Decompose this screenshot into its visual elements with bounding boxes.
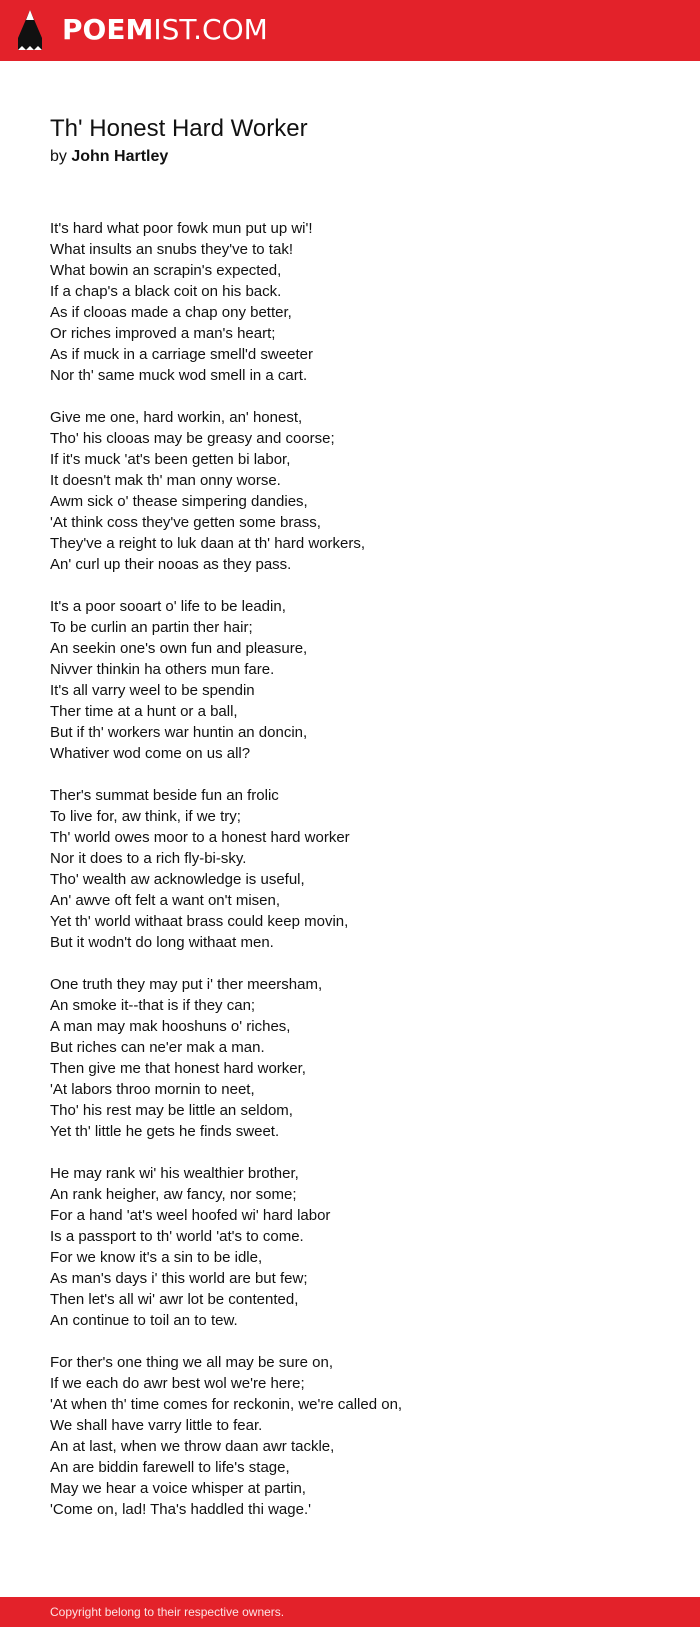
poem-line: An are biddin farewell to life's stage,: [50, 1459, 290, 1476]
byline: [50, 148, 168, 166]
poem-line: An' curl up their nooas as they pass.: [50, 556, 292, 573]
poem-line: But it wodn't do long withaat men.: [50, 934, 274, 951]
poem-line: He may rank wi' his wealthier brother,: [50, 1165, 299, 1182]
poem-line: But if th' workers war huntin an doncin,: [50, 724, 308, 741]
poem-line: We shall have varry little to fear.: [50, 1417, 263, 1434]
site-footer: [0, 1597, 700, 1627]
poem-line: Then let's all wi' awr lot be contented,: [50, 1291, 299, 1308]
poem-line: As if muck in a carriage smell'd sweeter: [50, 346, 313, 363]
poem-line: It's hard what poor fowk mun put up wi'!: [50, 220, 313, 237]
poem-line: Then give me that honest hard worker,: [50, 1060, 306, 1077]
poem-line: May we hear a voice whisper at partin,: [50, 1480, 306, 1497]
poem-line: It's a poor sooart o' life to be leadin,: [50, 598, 286, 615]
poem-line: For ther's one thing we all may be sure on,: [50, 1354, 334, 1371]
logo-text-bold: POEM: [62, 13, 154, 46]
byline-prefix: by: [50, 148, 67, 165]
poem-line: It doesn't mak th' man onny worse.: [50, 472, 281, 489]
poem-line: Is a passport to th' world 'at's to come.: [50, 1228, 304, 1245]
stanza: [50, 1163, 650, 1331]
poem-line: 'Come on, lad! Tha's haddled thi wage.': [50, 1501, 311, 1518]
stanza: [50, 974, 650, 1142]
poem-line: An seekin one's own fun and pleasure,: [50, 640, 308, 657]
poem-line: An rank heigher, aw fancy, nor some;: [50, 1186, 297, 1203]
poem-line: Tho' his rest may be little an seldom,: [50, 1102, 293, 1119]
poem-line: What insults an snubs they've to tak!: [50, 241, 293, 258]
poem-line: An at last, when we throw daan awr tackle,: [50, 1438, 335, 1455]
site-header: [0, 0, 700, 61]
poem-line: 'At labors throo mornin to neet,: [50, 1081, 255, 1098]
poem-line: Nivver thinkin ha others mun fare.: [50, 661, 275, 678]
copyright-text: Copyright belong to their respective owners.: [50, 1605, 285, 1619]
poem-line: Tho' his clooas may be greasy and coorse;: [50, 430, 335, 447]
poem-line: If we each do awr best wol we're here;: [50, 1375, 305, 1392]
poem-line: An' awve oft felt a want on't misen,: [50, 892, 281, 909]
poem-line: Yet th' world withaat brass could keep movin,: [50, 913, 349, 930]
poem-line: Give me one, hard workin, an' honest,: [50, 409, 303, 426]
poem-line: An continue to toil an to tew.: [50, 1312, 238, 1329]
poem-body: [50, 218, 650, 1541]
poem-line: They've a reight to luk daan at th' hard workers,: [50, 535, 366, 552]
poem-title: Th' Honest Hard Worker: [50, 115, 308, 142]
poem-line: For we know it's a sin to be idle,: [50, 1249, 263, 1266]
poem-line: But riches can ne'er mak a man.: [50, 1039, 265, 1056]
poem-line: As man's days i' this world are but few;: [50, 1270, 308, 1287]
poem-line: Whativer wod come on us all?: [50, 745, 251, 762]
poem-line: It's all varry weel to be spendin: [50, 682, 255, 699]
poem-line: If a chap's a black coit on his back.: [50, 283, 282, 300]
poem-line: To live for, aw think, if we try;: [50, 808, 241, 825]
stanza: [50, 407, 650, 575]
poem-line: As if clooas made a chap ony better,: [50, 304, 292, 321]
poem-line: For a hand 'at's weel hoofed wi' hard labor: [50, 1207, 331, 1224]
pencil-logo-icon[interactable]: [18, 10, 42, 50]
stanza: [50, 1352, 650, 1520]
poem-line: Awm sick o' thease simpering dandies,: [50, 493, 308, 510]
poem-line: Nor it does to a rich fly-bi-sky.: [50, 850, 247, 867]
poem-line: Yet th' little he gets he finds sweet.: [50, 1123, 280, 1140]
poem-line: Ther's summat beside fun an frolic: [50, 787, 279, 804]
poem-line: 'At think coss they've getten some brass,: [50, 514, 321, 531]
poem-line: An smoke it--that is if they can;: [50, 997, 256, 1014]
stanza: [50, 785, 650, 953]
logo-text-light: IST.COM: [153, 13, 268, 46]
poem-line: Nor th' same muck wod smell in a cart.: [50, 367, 308, 384]
poem-line: If it's muck 'at's been getten bi labor,: [50, 451, 291, 468]
poem-line: To be curlin an partin ther hair;: [50, 619, 253, 636]
author-name: John Hartley: [71, 148, 169, 165]
poem-line: Or riches improved a man's heart;: [50, 325, 276, 342]
poem-line: What bowin an scrapin's expected,: [50, 262, 282, 279]
poem-line: 'At when th' time comes for reckonin, we're called on,: [50, 1396, 403, 1413]
site-logo[interactable]: [62, 12, 268, 48]
poem-line: Ther time at a hunt or a ball,: [50, 703, 238, 720]
stanza: [50, 596, 650, 764]
poem-line: Th' world owes moor to a honest hard worker: [50, 829, 350, 846]
poem-line: Tho' wealth aw acknowledge is useful,: [50, 871, 305, 888]
poem-line: A man may mak hooshuns o' riches,: [50, 1018, 291, 1035]
poem-line: One truth they may put i' ther meersham,: [50, 976, 323, 993]
stanza: [50, 218, 650, 386]
